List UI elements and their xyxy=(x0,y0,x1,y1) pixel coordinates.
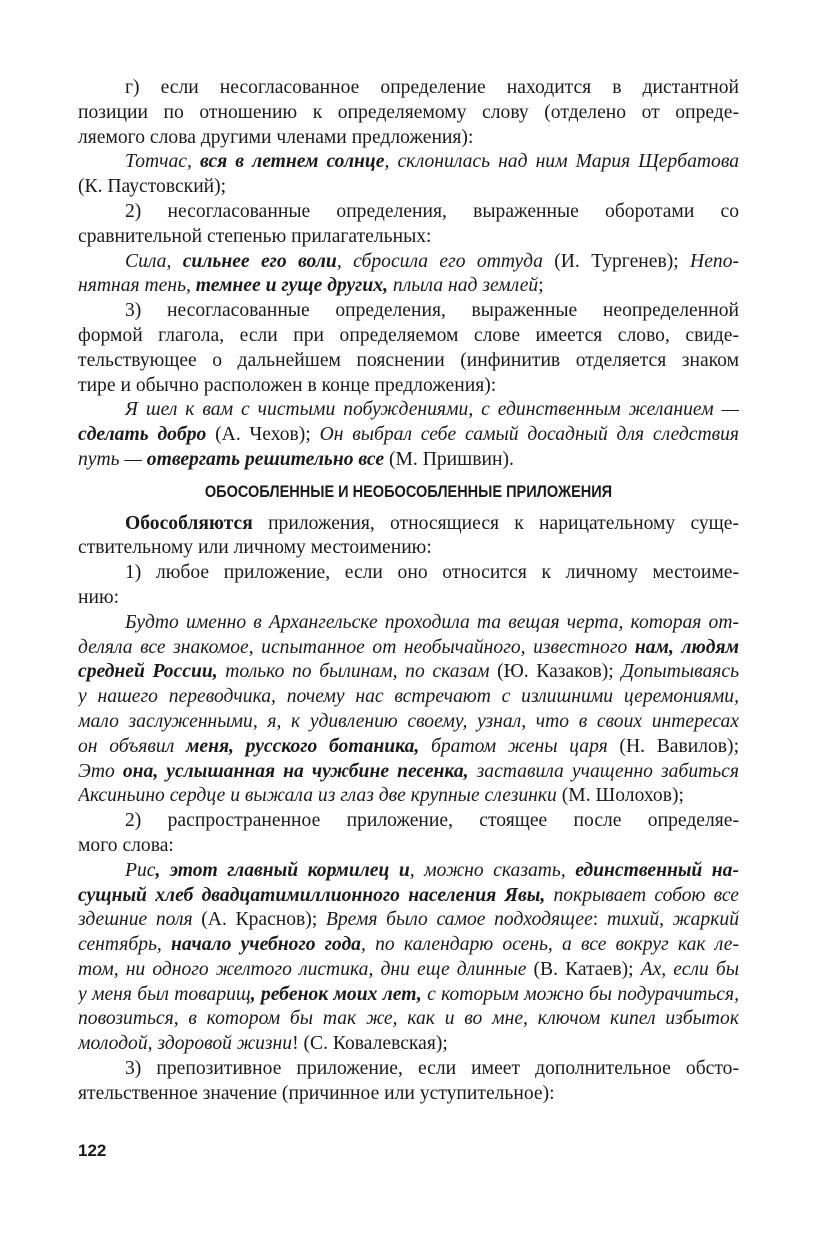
text-line: тельствующее о дальнейшем пояснении (инфинитив отделяется знаком xyxy=(78,349,739,371)
text-line: 1) любое приложение, если оно относится к личному местоиме- xyxy=(125,562,739,584)
text-line: г) если несогласованное определение находится в дистантной xyxy=(125,77,739,98)
example-line: (К. Паустовский); xyxy=(78,176,227,198)
section-heading: ОБОСОБЛЕННЫЕ И НЕОБОСОБЛЕННЫЕ ПРИЛОЖЕНИЯ xyxy=(204,482,613,501)
text-line: позиции по отношению к определяемому слову (отделено от опреде- xyxy=(78,101,739,123)
text-line: ляемого слова другими членами предложения): xyxy=(78,126,474,148)
example-line: Будто именно в Архангельске проходила та вещая черта, которая от- xyxy=(125,611,739,633)
example-line: сделать добро (А. Чехов); Он выбрал себе самый досадный для следствия xyxy=(78,424,739,446)
example-line: том, ни одного желтого листика, дни еще длинные (В. Катаев); Ах, если бы xyxy=(78,958,739,980)
example-line: сентябрь, начало учебного года, по календарю осень, а все вокруг как ле- xyxy=(78,934,739,956)
example-line: молодой, здоровой жизни! (С. Ковалевская); xyxy=(78,1033,448,1055)
example-line: путь — отвергать решительно все (М. Пришвин). xyxy=(78,448,514,470)
example-line: он объявил меня, русского ботаника, братом жены царя (Н. Вавилов); xyxy=(78,735,739,757)
text-line: тире и обычно расположен в конце предложения): xyxy=(78,374,497,396)
example-line: мало заслуженными, я, к удивлению своему, узнал, что в своих интересах xyxy=(78,710,739,732)
text-line: сравнительной степенью прилагательных: xyxy=(78,225,432,247)
example-line: деляла все знакомое, испытанное от необычайного, известного нам, людям xyxy=(78,636,739,658)
example-line: здешние поля (А. Краснов); Время было самое подходящее: тихий, жаркий xyxy=(78,909,739,931)
example-line: у нашего переводчика, почему нас встречают с излишними церемониями, xyxy=(78,686,739,708)
example-line: Аксиньино сердце и выжала из глаз две крупные слезинки (М. Шолохов); xyxy=(78,785,684,807)
text-line: ятельственное значение (причинное или уступительное): xyxy=(78,1082,555,1104)
text-line: Обособляются приложения, относящиеся к нарицательному суще- xyxy=(125,512,739,534)
text-line: 3) несогласованные определения, выраженные неопределенной xyxy=(125,300,739,322)
example-line: Я шел к вам с чистыми побуждениями, с единственным желанием — xyxy=(125,399,739,421)
example-line: средней России, только по былинам, по сказам (Ю. Казаков); Допытываясь xyxy=(78,661,739,683)
example-line: нятная тень, темнее и гуще других, плыла над землей; xyxy=(78,275,544,297)
page-number: 122 xyxy=(78,1141,107,1160)
example-line: Сила, сильнее его воли, сбросила его оттуда (И. Тургенев); Непо- xyxy=(125,250,739,272)
example-line: у меня был товарищ, ребенок моих лет, с которым можно бы подурачиться, xyxy=(78,983,739,1005)
example-line: сущный хлеб двадцатимиллионного населения Явы, покрывает собою все xyxy=(78,884,739,906)
text-line: мого слова: xyxy=(78,834,174,856)
text-line: 3) препозитивное приложение, если имеет дополнительное обсто- xyxy=(125,1058,739,1080)
example-line: Рис, этот главный кормилец и, можно сказать, единственный на- xyxy=(125,859,739,881)
example-line: Это она, услышанная на чужбине песенка, заставила учащенно забиться xyxy=(78,760,739,782)
text-line: формой глагола, если при определяемом слове имеется слово, свиде- xyxy=(78,324,739,346)
text-line: ствительному или личному местоимению: xyxy=(78,537,432,559)
text-line: нию: xyxy=(78,586,120,608)
example-line: повозиться, в котором бы так же, как и во мне, ключом кипел избыток xyxy=(78,1008,739,1030)
page-body xyxy=(78,76,739,1107)
text-line: 2) распространенное приложение, стоящее после определяе- xyxy=(125,810,739,832)
example-line: Тотчас, вся в летнем солнце, склонилась над ним Мария Щербатова xyxy=(125,151,739,173)
text-line: 2) несогласованные определения, выраженные оборотами со xyxy=(125,200,739,222)
